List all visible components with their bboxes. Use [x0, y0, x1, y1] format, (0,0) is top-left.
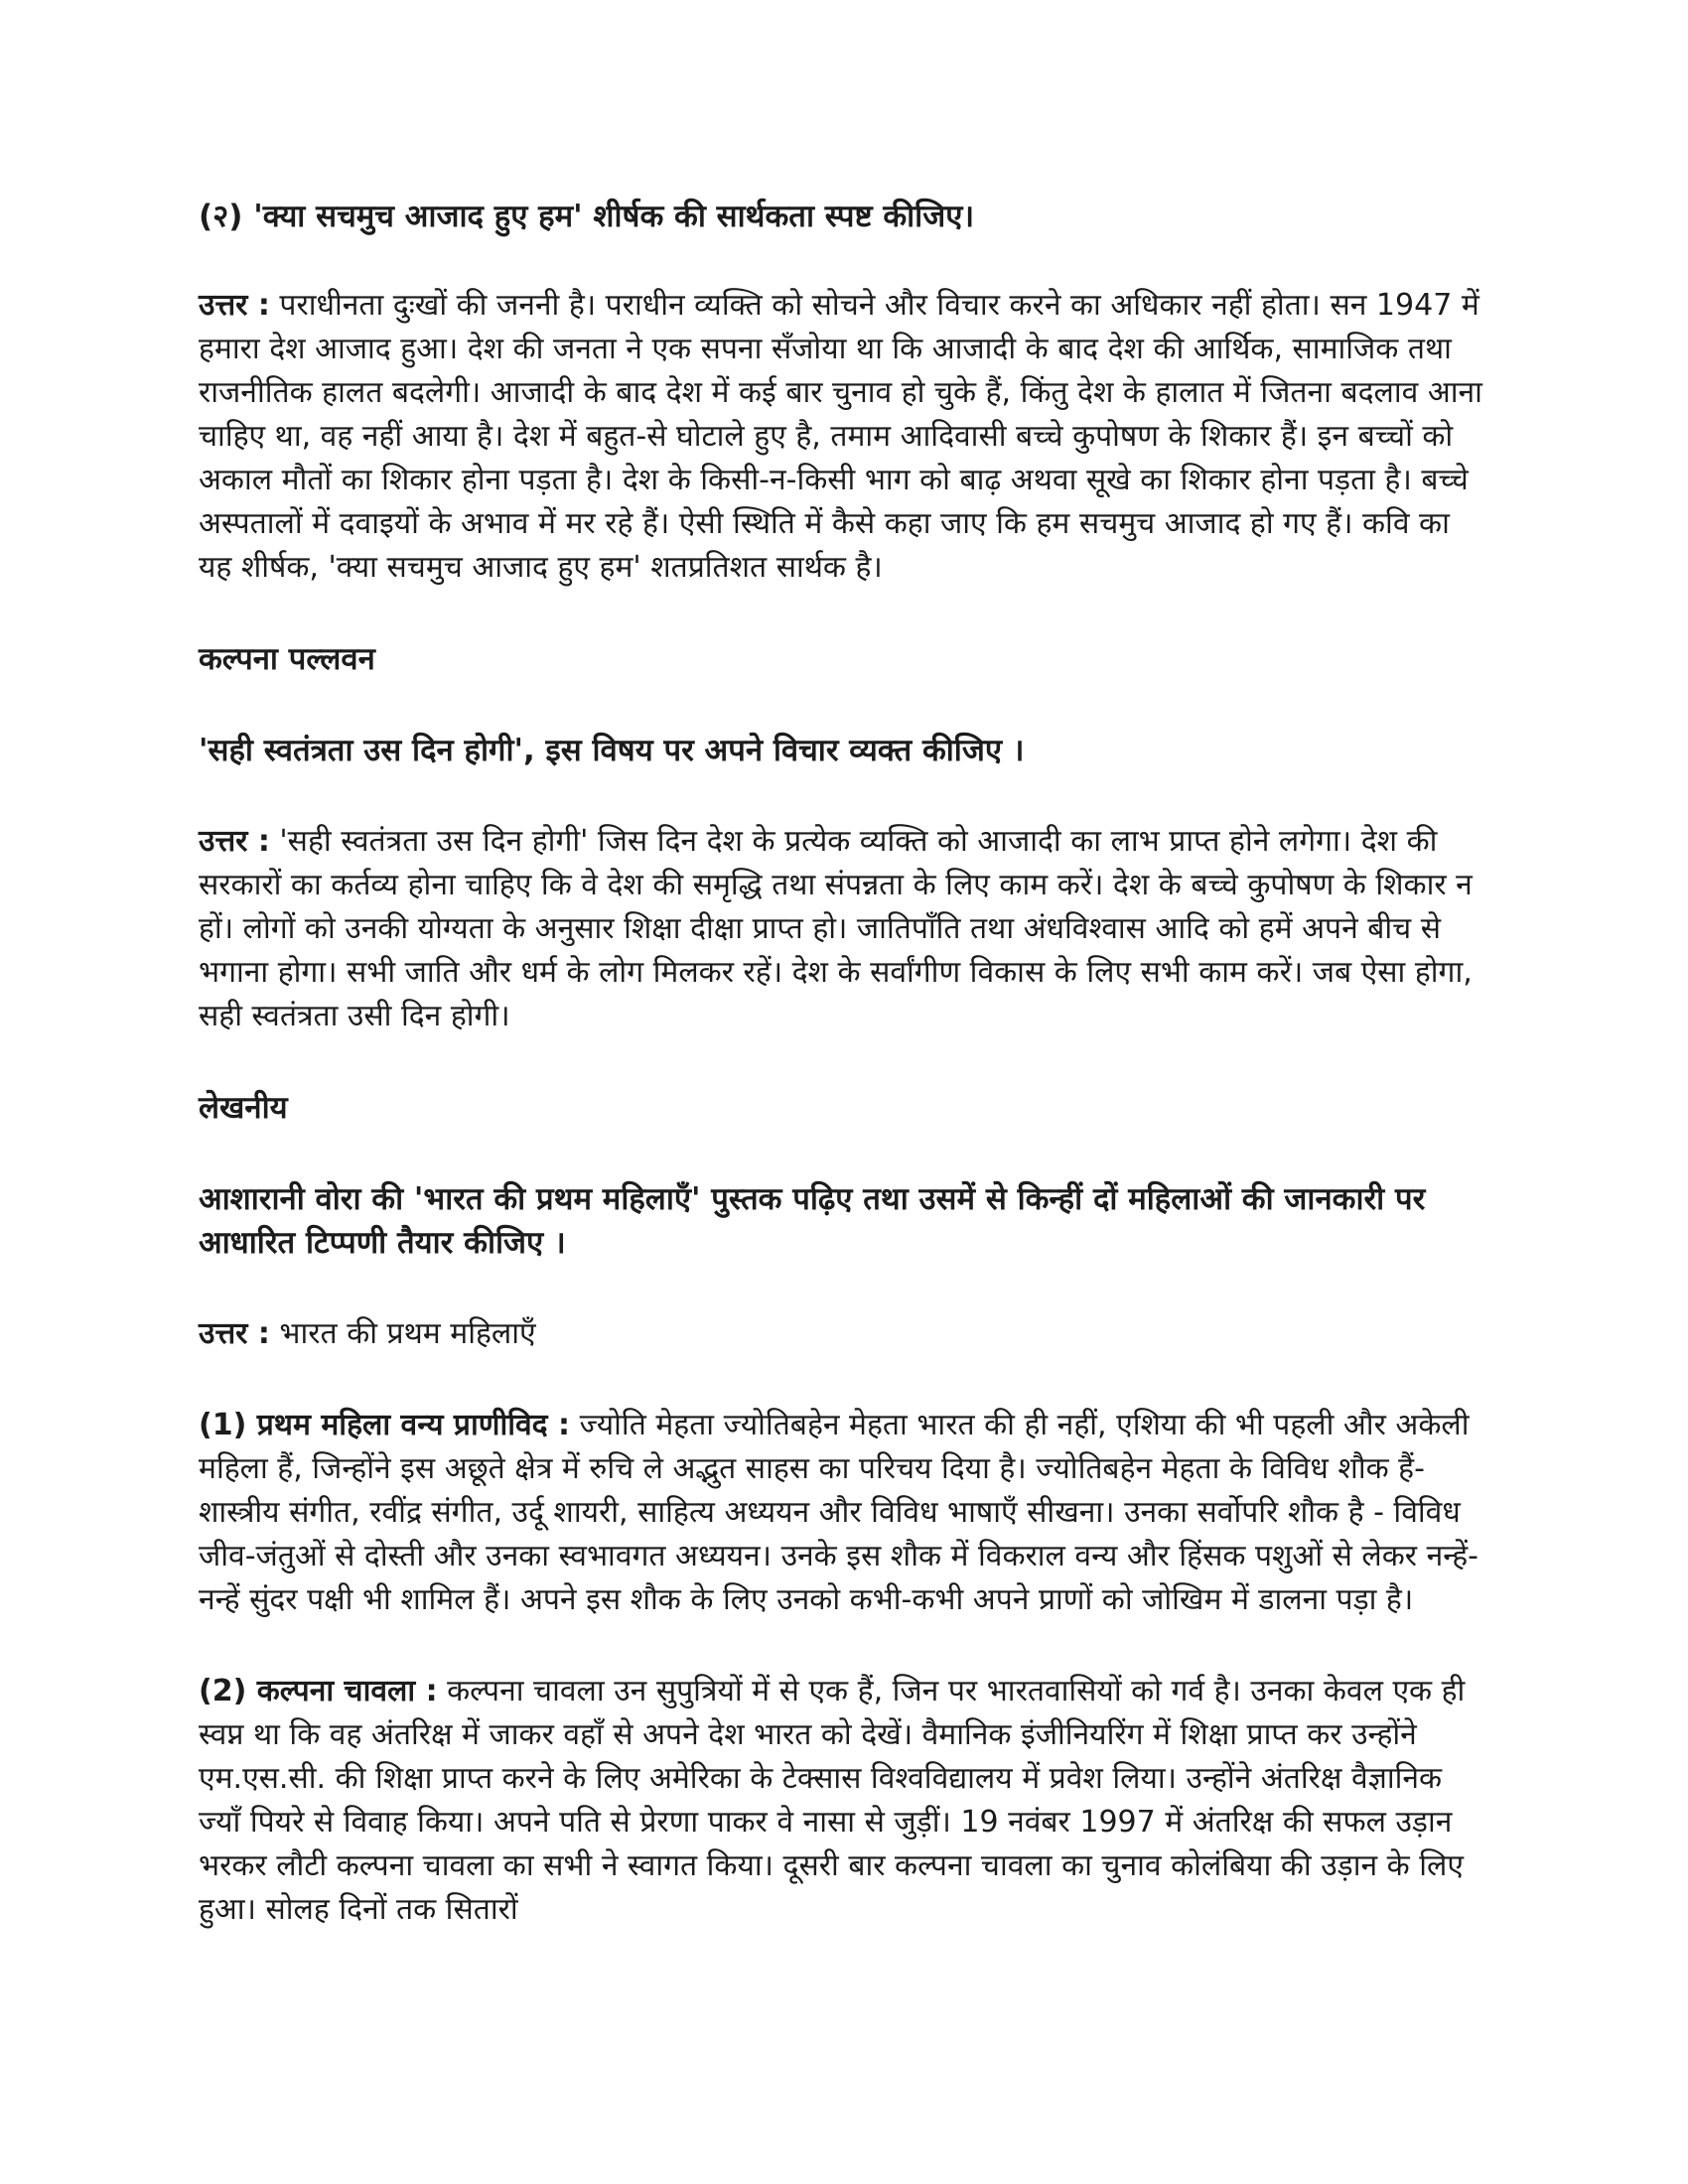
question-2-answer — [199, 284, 1489, 590]
kalpana-pallavan-answer — [199, 820, 1489, 1038]
answer-text: 'सही स्वतंत्रता उस दिन होगी' जिस दिन देश के प्रत्येक व्यक्ति को आजादी का लाभ प्राप्त होने लगेगा। देश की सरकारों का कर्तव्य होना चाहिए कि वे देश की समृद्धि तथा संपन्नता के लिए काम करें। देश के बच्चे कुपोषण के शिकार न हों। लोगों को उनकी योग्यता के अनुसार शिक्षा दीक्षा प्राप्त हो। जातिपाँति तथा अंधविश्वास आदि को हमें अपने बीच से भगाना होगा। सभी जाति और धर्म के लोग मिलकर रहें। देश के सर्वांगीण विकास के लिए सभी काम करें। जब ऐसा होगा, सही स्वतंत्रता उसी दिन होगी। — [199, 824, 1473, 1033]
kalpana-pallavan-question: 'सही स्वतंत्रता उस दिन होगी', इस विषय पर अपने विचार व्यक्त कीजिए । — [199, 733, 1025, 768]
lekhaniya-item-2 — [199, 1670, 1489, 1932]
section-title-kalpana-pallavan: कल्पना पल्लवन — [199, 641, 375, 677]
answer-label: उत्तर : — [199, 288, 270, 323]
question-2-heading: (२) 'क्या सचमुच आजाद हुए हम' शीर्षक की सार्थकता स्पष्ट कीजिए। — [199, 199, 975, 234]
item-2-label: (2) कल्पना चावला : — [199, 1674, 438, 1708]
lekhaniya-question: आशारानी वोरा की 'भारत की प्रथम महिलाएँ' पुस्तक पढ़िए तथा उसमें से किन्हीं दों महिलाओं की जानकारी पर आधारित टिप्पणी तैयार कीजिए । — [199, 1181, 1426, 1261]
section-title-lekhaniya: लेखनीय — [199, 1090, 288, 1126]
answer-text: पराधीनता दुःखों की जननी है। पराधीन व्यक्ति को सोचने और विचार करने का अधिकार नहीं होता। सन 1947 में हमारा देश आजाद हुआ। देश की जनता ने एक सपना सँजोया था कि आजादी के बाद देश की आर्थिक, सामाजिक तथा राजनीतिक हालत बदलेगी। आजादी के बाद देश में कई बार चुनाव हो चुके हैं, किंतु देश के हालात में जितना बदलाव आना चाहिए था, वह नहीं आया है। देश में बहुत-से घोटाले हुए है, तमाम आदिवासी बच्चे कुपोषण के शिकार हैं। इन बच्चों को अकाल मौतों का शिकार होना पड़ता है। देश के किसी-न-किसी भाग को बाढ़ अथवा सूखे का शिकार होना पड़ता है। बच्चे अस्पतालों में दवाइयों के अभाव में मर रहे हैं। ऐसी स्थिति में कैसे कहा जाए कि हम सचमुच आजाद हो गए हैं। कवि का यह शीर्षक, 'क्या सचमुच आजाद हुए हम' शतप्रतिशत सार्थक है। — [199, 288, 1482, 585]
lekhaniya-answer-intro — [199, 1312, 1489, 1356]
item-1-label: (1) प्रथम महिला वन्य प्राणीविद : — [199, 1408, 571, 1442]
item-2-text: कल्पना चावला उन सुपुत्रियों में से एक हैं, जिन पर भारतवासियों को गर्व है। उनका केवल एक ही स्वप्न था कि वह अंतरिक्ष में जाकर वहाँ से अपने देश भारत को देखें। वैमानिक इंजीनियरिंग में शिक्षा प्राप्त कर उन्होंने एम.एस.सी. की शिक्षा प्राप्त करने के लिए अमेरिका के टेक्सास विश्वविद्यालय में प्रवेश लिया। उन्होंने अंतरिक्ष वैज्ञानिक ज्याँ पियरे से विवाह किया। अपने पति से प्रेरणा पाकर वे नासा से जुड़ीं। 19 नवंबर 1997 में अंतरिक्ष की सफल उड़ान भरकर लौटी कल्पना चावला का सभी ने स्वागत किया। दूसरी बार कल्पना चावला का चुनाव कोलंबिया की उड़ान के लिए हुआ। सोलह दिनों तक सितारों — [199, 1674, 1466, 1927]
answer-text: भारत की प्रथम महिलाएँ — [269, 1316, 536, 1351]
lekhaniya-item-1 — [199, 1404, 1489, 1622]
answer-label: उत्तर : — [199, 1316, 270, 1351]
item-1-text: ज्योति मेहता ज्योतिबहेन मेहता भारत की ही नहीं, एशिया की भी पहली और अकेली महिला हैं, जिन्होंने इस अछूते क्षेत्र में रुचि ले अद्भुत साहस का परिचय दिया है। ज्योतिबहेन मेहता के विविध शौक हैं- शास्त्रीय संगीत, रवींद्र संगीत, उर्दू शायरी, साहित्य अध्ययन और विविध भाषाएँ सीखना। उनका सर्वोपरि शौक है - विविध जीव-जंतुओं से दोस्ती और उनका स्वभावगत अध्ययन। उनके इस शौक में विकराल वन्य और हिंसक पशुओं से लेकर नन्हें-नन्हें सुंदर पक्षी भी शामिल हैं। अपने इस शौक के लिए उनको कभी-कभी अपने प्राणों को जोखिम में डालना पड़ा है। — [199, 1408, 1478, 1617]
document-page — [199, 195, 1489, 1932]
answer-label: उत्तर : — [199, 824, 270, 859]
